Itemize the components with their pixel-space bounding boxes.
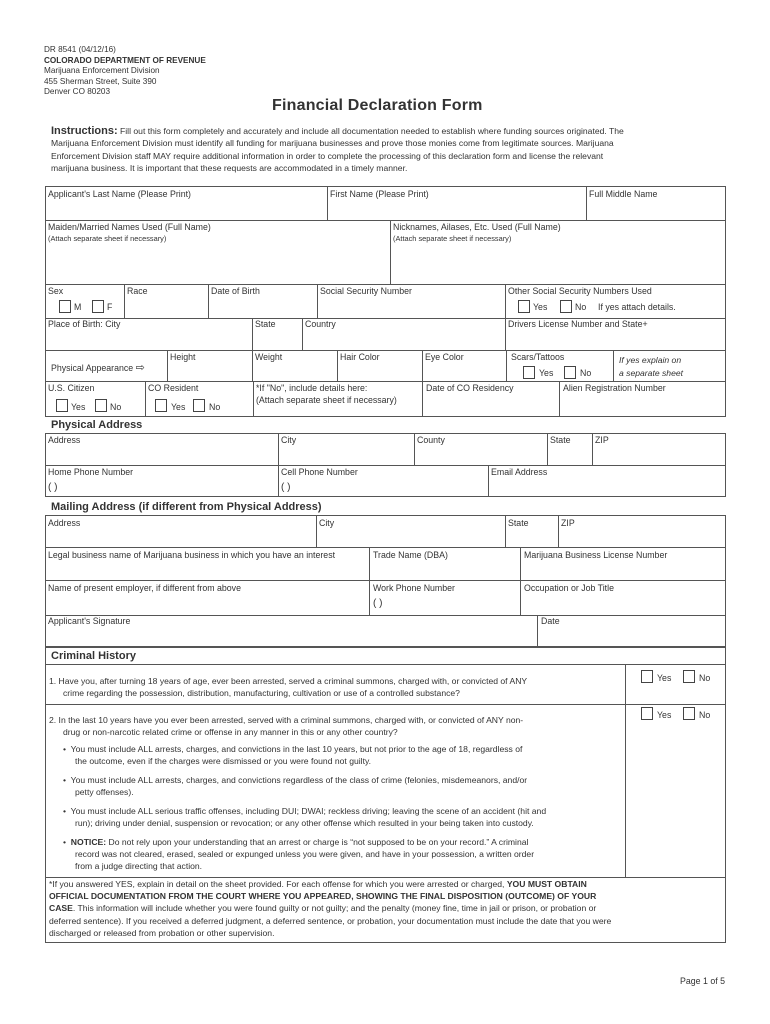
q2-no-label: No (699, 710, 711, 720)
citizen-yes-label: Yes (71, 402, 86, 412)
sex-m-checkbox[interactable] (59, 300, 71, 313)
explain-note-1: If yes explain on (619, 355, 682, 365)
work-phone-label: Work Phone Number (373, 583, 455, 593)
last-name-field[interactable]: Applicant's Last Name (Please Print) (48, 189, 191, 199)
maiden-names-note: (Attach separate sheet if necessary) (48, 234, 167, 243)
cell-phone-field[interactable]: ( ) (281, 482, 291, 493)
physical-appearance-label: Physical Appearance ⇨ (51, 362, 145, 374)
first-name-field[interactable]: First Name (Please Print) (330, 189, 429, 199)
instructions-line-1: Fill out this form completely and accurately and include all documentation needed to establish where funding sources originated. The (120, 126, 624, 136)
co-residency-date-field[interactable]: Date of CO Residency (426, 383, 514, 393)
criminal-history-heading: Criminal History (51, 650, 136, 662)
bullet-2: • You must include ALL arrests, charges, and convictions regardless of the class of crime (felonies, misdemeanors, and/or petty offenses). (63, 775, 528, 797)
eye-color-field[interactable]: Eye Color (425, 352, 464, 362)
physical-city-field[interactable]: City (281, 435, 297, 445)
sex-label: Sex (48, 286, 64, 296)
other-ssn-yes-label: Yes (533, 302, 548, 312)
email-field[interactable]: Email Address (491, 467, 548, 477)
work-phone-field[interactable]: ( ) (373, 598, 383, 609)
us-citizen-label: U.S. Citizen (48, 383, 95, 393)
other-ssn-yes-checkbox[interactable] (518, 300, 530, 313)
instructions-label: Instructions: (51, 125, 118, 137)
nicknames-field[interactable]: Nicknames, Ailases, Etc. Used (Full Name) (393, 222, 561, 232)
sex-f-label: F (107, 302, 113, 312)
scars-tattoos-label: Scars/Tattoos (511, 352, 565, 362)
height-field[interactable]: Height (170, 352, 196, 362)
street-address: 455 Sherman Street, Suite 390 (44, 76, 157, 86)
q2-no-checkbox[interactable] (683, 707, 695, 720)
employer-field[interactable]: Name of present employer, if different from above (48, 583, 241, 593)
mailing-address-field[interactable]: Address (48, 518, 81, 528)
scars-yes-checkbox[interactable] (523, 366, 535, 379)
mailing-address-box (45, 515, 726, 647)
bullet-4-notice: • NOTICE: Do not rely upon your understanding that an arrest or charge is “not supposed to be on your record.” A criminal record was not cleared, erased, sealed or expunged unless you were given, and have in your possession, a written order from a judge directing that action. (63, 837, 535, 871)
legal-business-name-field[interactable]: Legal business name of Marijuana business in which you have an interest (48, 550, 336, 560)
hair-color-field[interactable]: Hair Color (340, 352, 380, 362)
physical-address-field[interactable]: Address (48, 435, 81, 445)
bullet-1: • You must include ALL arrests, charges, and convictions in the last 10 years, but not prior to the age of 18, regardless of the outcome, even if the charges were dismissed or you were found not guilty. (63, 744, 523, 766)
q1-yes-checkbox[interactable] (641, 670, 653, 683)
mailing-state-field[interactable]: State (508, 518, 529, 528)
question-1: 1. Have you, after turning 18 years of age, ever been arrested, served a criminal summons, charged with, or convicted of ANY crime regarding the possession, distribution, manufacturing, cultivation or use of a controlled substance? (49, 676, 528, 698)
nicknames-note: (Attach separate sheet if necessary) (393, 234, 512, 243)
bullet-3: • You must include ALL serious traffic offenses, including DUI; DWAI; reckless driving; leaving the scene of an accident (hit and run); driving under denial, suspension or revocation; or any other offense which resulted in your being taken into custody. (63, 806, 547, 828)
physical-state-field[interactable]: State (550, 435, 571, 445)
scars-yes-label: Yes (539, 368, 554, 378)
cell-phone-label: Cell Phone Number (281, 467, 358, 477)
scars-no-label: No (580, 368, 592, 378)
sex-m-label: M (74, 302, 82, 312)
scars-no-checkbox[interactable] (564, 366, 576, 379)
race-field[interactable]: Race (127, 286, 148, 296)
ssn-field[interactable]: Social Security Number (320, 286, 412, 296)
citizen-no-checkbox[interactable] (95, 399, 107, 412)
q2-yes-checkbox[interactable] (641, 707, 653, 720)
signature-date-field[interactable]: Date (541, 616, 560, 626)
form-id: DR 8541 (04/12/16) (44, 45, 116, 54)
attach-details-note: If yes attach details. (598, 302, 676, 312)
physical-county-field[interactable]: County (417, 435, 445, 445)
trade-name-field[interactable]: Trade Name (DBA) (373, 550, 448, 560)
home-phone-label: Home Phone Number (48, 467, 134, 477)
instructions-line-4: marijuana business. It is important that these requests are accommodated in a timely manner. (51, 162, 408, 173)
mailing-city-field[interactable]: City (319, 518, 335, 528)
signature-field[interactable]: Applicant's Signature (48, 616, 131, 626)
alien-registration-field[interactable]: Alien Registration Number (563, 383, 666, 393)
middle-name-field[interactable]: Full Middle Name (589, 189, 658, 199)
page-number: Page 1 of 5 (680, 976, 725, 986)
home-phone-field[interactable]: ( ) (48, 482, 58, 493)
weight-field[interactable]: Weight (255, 352, 283, 362)
mailing-address-heading: Mailing Address (if different from Physical Address) (51, 501, 322, 513)
q1-no-label: No (699, 673, 711, 683)
resident-yes-checkbox[interactable] (155, 399, 167, 412)
maiden-names-field[interactable]: Maiden/Married Names Used (Full Name) (48, 222, 211, 232)
drivers-license-field[interactable]: Drivers License Number and State+ (508, 319, 648, 329)
resident-yes-label: Yes (171, 402, 186, 412)
other-ssn-no-label: No (575, 302, 587, 312)
if-no-details-field[interactable]: *If "No", include details here: (256, 383, 368, 393)
mailing-zip-field[interactable]: ZIP (561, 518, 575, 528)
criminal-history-footnote: *If you answered YES, explain in detail on the sheet provided. For each offense for which you were arrested or charged, YOU MUST OBTAIN OFFICIAL DOCUMENTATION FROM THE COURT WHERE YOU APPEARED, SHOWING THE FINAL DISPOSITION (OUTCOME) OF YOUR CASE. This information will include whether you were found guilty or not guilty; and the penalty (money fine, time in jail or prison, or probation or deferred sentence). If you received a deferred judgment, a deferred sentence, or probation, your documentation must include the date that you were discharged or released from probation or other supervision. (49, 879, 612, 938)
arrow-right-icon: ⇨ (135, 362, 145, 374)
explain-note-2: a separate sheet (619, 368, 684, 378)
resident-no-checkbox[interactable] (193, 399, 205, 412)
resident-no-label: No (209, 402, 221, 412)
occupation-field[interactable]: Occupation or Job Title (524, 583, 614, 593)
instructions (51, 125, 731, 174)
co-resident-label: CO Resident (148, 383, 199, 393)
physical-zip-field[interactable]: ZIP (595, 435, 609, 445)
city-address: Denver CO 80203 (44, 87, 110, 96)
form-header (44, 45, 206, 98)
question-2: 2. In the last 10 years have you ever been arrested, served with a criminal summons, charged with, or convicted of ANY non- drug or non-narcotic related crime or offense in any manner in this or any other country? (49, 715, 524, 737)
if-no-details-note: (Attach separate sheet if necessary) (256, 395, 397, 405)
sex-f-checkbox[interactable] (92, 300, 104, 313)
page-title: Financial Declaration Form (272, 97, 483, 114)
citizen-yes-checkbox[interactable] (56, 399, 68, 412)
department-name: COLORADO DEPARTMENT OF REVENUE (44, 55, 206, 65)
q1-no-checkbox[interactable] (683, 670, 695, 683)
birth-city-field[interactable]: Place of Birth: City (48, 319, 121, 329)
instructions-line-2: Marijuana Enforcement Division must identify all funding for marijuana businesses and prove those monies come from legitimate sources. Marijuana (51, 138, 614, 149)
division-name: Marijuana Enforcement Division (44, 66, 160, 75)
other-ssn-no-checkbox[interactable] (560, 300, 572, 313)
license-number-field[interactable]: Marijuana Business License Number (524, 550, 668, 560)
q1-yes-label: Yes (657, 673, 672, 683)
q2-yes-label: Yes (657, 710, 672, 720)
dob-field[interactable]: Date of Birth (211, 286, 260, 296)
birth-country-field[interactable]: Country (305, 319, 336, 329)
physical-address-heading: Physical Address (51, 419, 143, 431)
other-ssn-label: Other Social Security Numbers Used (508, 286, 652, 296)
instructions-line-3: Enforcement Division staff MAY require additional information in order to complete the processing of this declaration form and license the relevant (51, 150, 604, 161)
birth-state-field[interactable]: State (255, 319, 276, 329)
citizen-no-label: No (110, 402, 122, 412)
